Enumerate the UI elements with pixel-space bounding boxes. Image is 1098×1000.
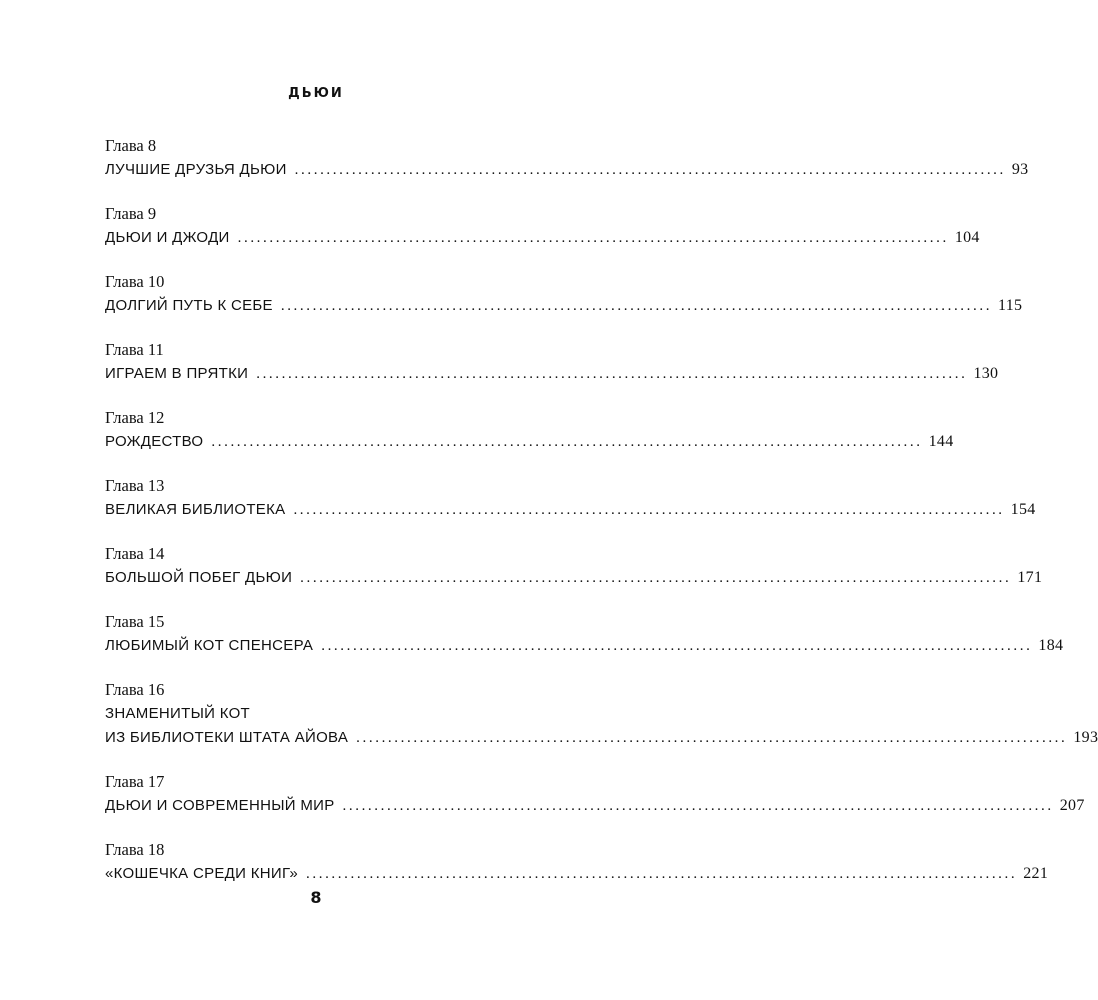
page-folio: 8	[310, 888, 322, 907]
chapter-title: ДОЛГИЙ ПУТЬ К СЕБЕ	[105, 297, 273, 314]
toc-line	[105, 430, 954, 454]
toc-line	[105, 566, 1043, 590]
chapter-label: Глава 17	[105, 772, 165, 791]
dot-leader: ................................................................................................................	[300, 570, 1012, 586]
page-number: 115	[998, 297, 1023, 314]
toc-line	[105, 294, 1023, 318]
page-number: 104	[954, 229, 980, 246]
toc-entry-chapter-14	[105, 542, 1043, 590]
dot-leader: ................................................................................................................	[321, 638, 1033, 654]
chapter-label: Глава 16	[105, 680, 165, 699]
chapter-title: ЛУЧШИЕ ДРУЗЬЯ ДЬЮИ	[105, 161, 287, 178]
toc-line	[105, 862, 1049, 886]
toc-entry-chapter-11	[105, 338, 999, 386]
chapter-label: Глава 9	[105, 204, 157, 223]
page-number: 193	[1073, 729, 1098, 746]
dot-leader: ................................................................................................................	[256, 366, 968, 382]
chapter-label: Глава 8	[105, 136, 157, 155]
running-head: ДЬЮИ	[288, 86, 344, 101]
chapter-title: БОЛЬШОЙ ПОБЕГ ДЬЮИ	[105, 569, 293, 586]
toc-entry-chapter-8	[105, 134, 1029, 182]
toc-entry-chapter-12	[105, 406, 954, 454]
chapter-label: Глава 14	[105, 544, 165, 563]
dot-leader: ................................................................................................................	[293, 502, 1005, 518]
page-number: 144	[928, 433, 954, 450]
chapter-label: Глава 12	[105, 408, 165, 427]
chapter-title: ЛЮБИМЫЙ КОТ СПЕНСЕРА	[105, 637, 314, 654]
dot-leader: ................................................................................................................	[342, 798, 1054, 814]
chapter-label: Глава 10	[105, 272, 165, 291]
table-of-contents	[105, 134, 1098, 906]
dot-leader: ................................................................................................................	[294, 162, 1006, 178]
chapter-label: Глава 11	[105, 340, 164, 359]
toc-line	[105, 362, 999, 386]
page-number: 221	[1023, 865, 1049, 882]
page-number: 171	[1017, 569, 1043, 586]
dot-leader: ................................................................................................................	[211, 434, 923, 450]
chapter-title: ВЕЛИКАЯ БИБЛИОТЕКА	[105, 501, 286, 518]
page-number: 207	[1059, 797, 1085, 814]
page-number: 184	[1038, 637, 1064, 654]
chapter-title: РОЖДЕСТВО	[105, 433, 204, 450]
toc-line	[105, 226, 980, 250]
toc-line	[105, 158, 1029, 182]
toc-line	[105, 726, 1098, 750]
toc-entry-chapter-16	[105, 678, 1098, 750]
toc-entry-chapter-17	[105, 770, 1085, 818]
toc-entry-chapter-18	[105, 838, 1049, 886]
chapter-label: Глава 13	[105, 476, 165, 495]
toc-line	[105, 498, 1036, 522]
page-number: 93	[1011, 161, 1029, 178]
chapter-label: Глава 18	[105, 840, 165, 859]
chapter-title: ДЬЮИ И СОВРЕМЕННЫЙ МИР	[105, 797, 335, 814]
toc-entry-chapter-10	[105, 270, 1023, 318]
chapter-title: «КОШЕЧКА СРЕДИ КНИГ»	[105, 865, 299, 882]
page-number: 130	[973, 365, 999, 382]
page-number: 154	[1010, 501, 1036, 518]
toc-entry-chapter-13	[105, 474, 1036, 522]
toc-entry-chapter-15	[105, 610, 1064, 658]
chapter-title-line-1: ЗНАМЕНИТЫЙ КОТ	[105, 705, 251, 722]
dot-leader: ................................................................................................................	[280, 298, 993, 314]
dot-leader: ................................................................................................................	[356, 730, 1068, 746]
chapter-title: ДЬЮИ И ДЖОДИ	[105, 229, 230, 246]
dot-leader: ................................................................................................................	[306, 866, 1018, 882]
toc-line	[105, 794, 1085, 818]
dot-leader: ................................................................................................................	[237, 230, 949, 246]
toc-entry-chapter-9	[105, 202, 980, 250]
chapter-title: ИЗ БИБЛИОТЕКИ ШТАТА АЙОВА	[105, 729, 349, 746]
chapter-label: Глава 15	[105, 612, 165, 631]
chapter-title: ИГРАЕМ В ПРЯТКИ	[105, 365, 249, 382]
toc-line	[105, 634, 1064, 658]
